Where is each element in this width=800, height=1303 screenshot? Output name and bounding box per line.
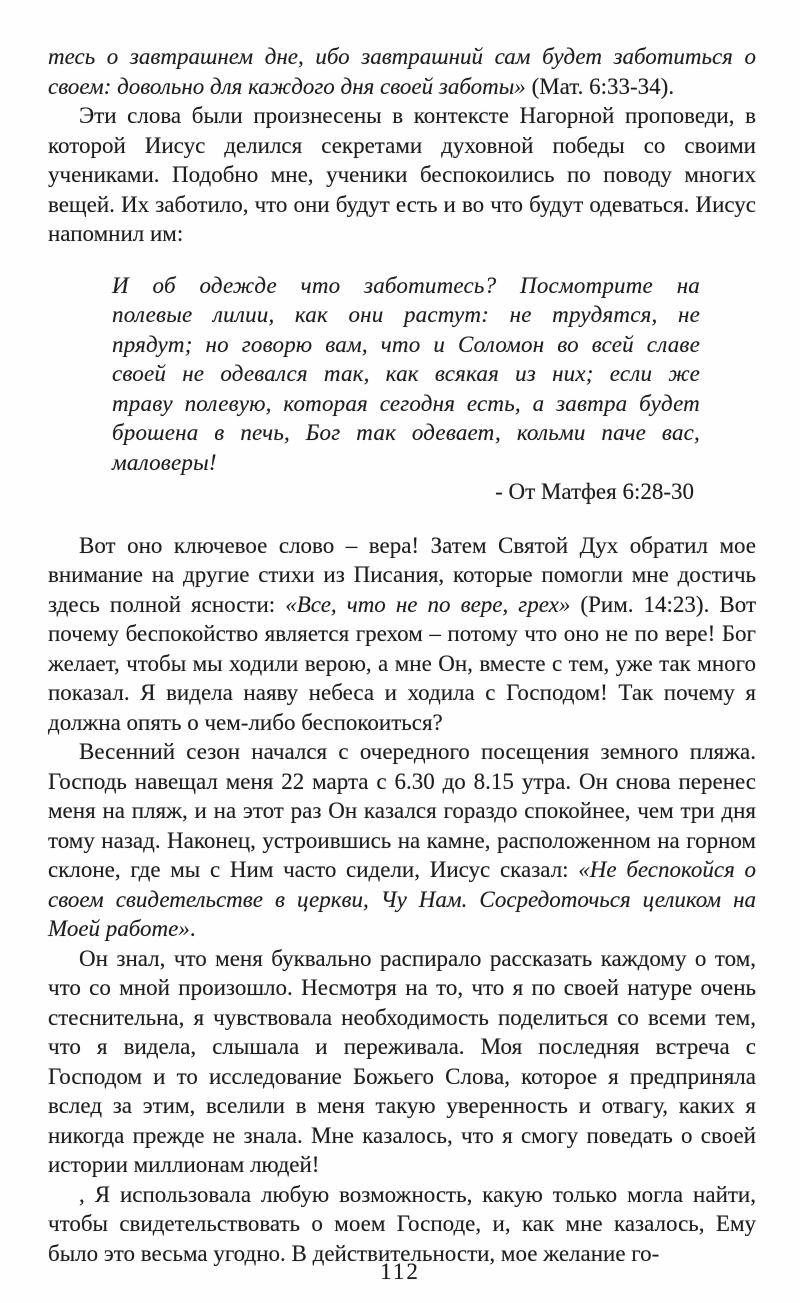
page-number: 112 bbox=[380, 1259, 420, 1284]
paragraph-text: Вот оно ключевое слово – вера! Затем Святой Дух обратил мое внимание на другие стихи из Писания, которые помогли мне достичь здесь полной ясности: bbox=[48, 532, 756, 617]
paragraph-witnessing: , Я использовала любую возможность, какую только могла найти, чтобы свидетельствовать о моем Господе, и, как мне казалось, Ему было это весьма угодно. В действительности, мое желание го- bbox=[48, 1181, 756, 1266]
paragraph-continuation bbox=[48, 42, 756, 101]
inline-jesus-words: «Не беспокойся о своем свидетельстве в церкви, Чу Нам. Сосредоточься целиком на Моей работе» bbox=[48, 857, 756, 941]
text-column bbox=[48, 42, 756, 1268]
continuation-italic-text: тесь о завтрашнем дне, ибо завтрашний сам будет заботиться о своем: довольно для каждого дня своей заботы» bbox=[48, 44, 756, 99]
scripture-quote-attribution: - От Матфея 6:28-30 bbox=[495, 479, 694, 504]
scripture-reference-matthew: (Мат. 6:33-34). bbox=[525, 73, 675, 99]
paragraph-key-word-faith bbox=[48, 531, 756, 738]
scripture-quote-text: И об одежде что заботитесь? Посмотрите на полевые лилии, как они растут: не трудятся, не прядут; но говорю вам, что и Соломон во всей славе своей не одевался так, как всякая из них; если же траву полевую, которая сегодня есть, а завтра будет брошена в печь, Бог так одевает, кольми паче вас, маловеры! bbox=[112, 272, 700, 475]
inline-scripture-romans: «Все, что не по вере, грех» bbox=[285, 591, 571, 617]
paragraph-sermon-context: Эти слова были произнесены в контексте Нагорной проповеди, в которой Иисус делился секретами духовной победы со своими учениками. Подобно мне, ученики беспокоились по поводу многих вещей. Их заботило, что они будут есть и во что будут одеваться. Иисус напомнил им: bbox=[48, 103, 756, 246]
scripture-quote-block bbox=[112, 271, 700, 507]
paragraph-desire-to-share: Он знал, что меня буквально распирало рассказать каждому о том, что со мной произошло. Несмотря на то, что я по своей натуре очень стеснительна, я чувствовала необходимость поделиться со всеми тем, что я видела, слышала и переживала. Моя последняя встреча с Господом и то исследование Божьего Слова, которое я предприняла вслед за этим, вселили в меня такую уверенность и отвагу, каких я никогда прежде не знала. Мне казалось, что я смогу поведать о своей истории миллионам людей! bbox=[48, 945, 756, 1177]
paragraph-text: (Рим. 14:23). Вот почему беспокойство является грехом – потому что оно не по вере! Бог желает, чтобы мы ходили верою, а мне Он, вместе с тем, уже так много показал. Я видела наяву небеса и ходила с Господом! Так почему я должна опять о чем-либо беспокоиться? bbox=[48, 591, 756, 735]
paragraph-text: . bbox=[189, 916, 196, 941]
paragraph-spring-season bbox=[48, 737, 756, 944]
paragraph-text: Весенний сезон начался с очередного посещения земного пляжа. Господь навещал меня 22 марта с 6.30 до 8.15 утра. Он снова перенес меня на пляж, и на этот раз Он казался гораздо спокойнее, чем три дня тому назад. Наконец, устроившись на камне, расположенном на горном склоне, где мы с Ним часто сидели, Иисус сказал: bbox=[48, 739, 756, 882]
